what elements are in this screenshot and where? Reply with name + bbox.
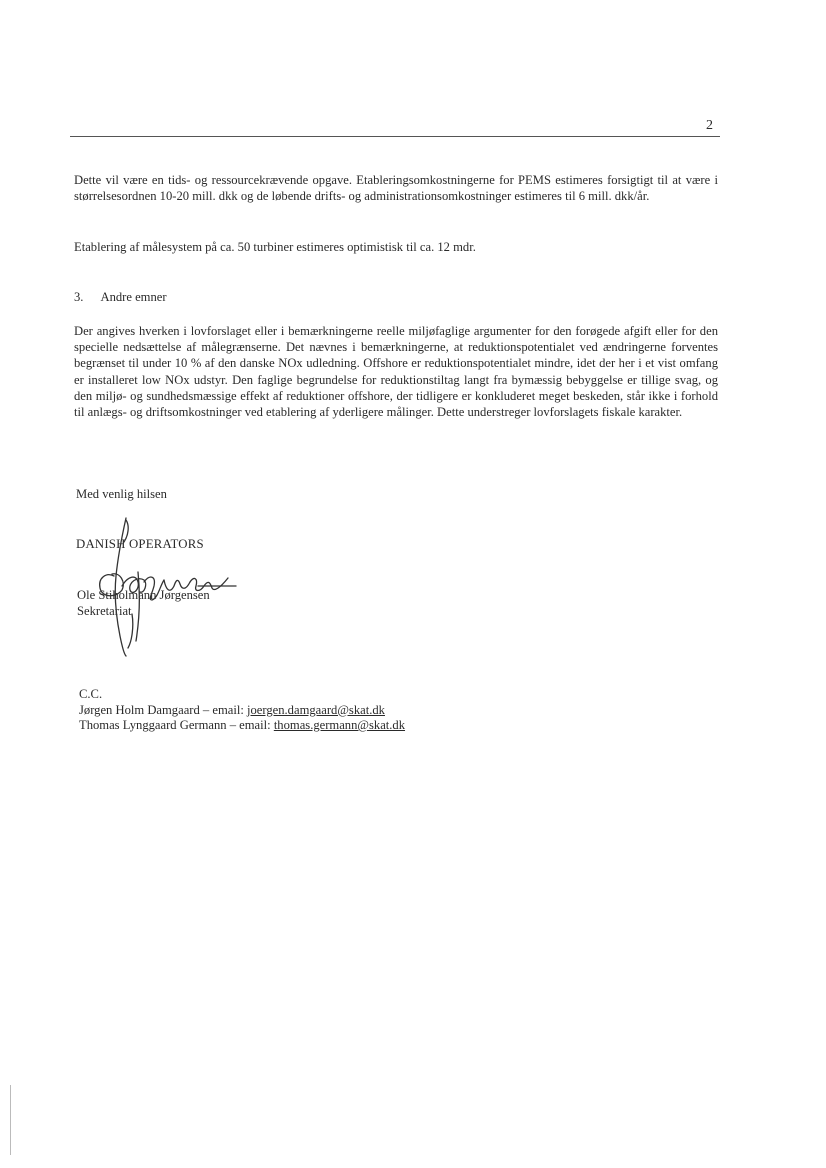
scan-artifact-line [10, 1085, 11, 1155]
cc-recipient [79, 703, 405, 719]
cc-label: C.C. [79, 687, 103, 701]
cc-recipient [79, 718, 405, 734]
header-rule [70, 136, 720, 137]
company-name: DANISH OPERATORS [76, 537, 204, 551]
paragraph-other-topics: Der angives hverken i lovforslaget eller i bemærkningerne reelle miljøfaglige argumenter for den forøgede afgift eller for den specielle nedsættelse af målegrænserne. Det nævnes i bemærkningerne, at reduktionspotentialet ved ændringerne forventes begrænset til under 10 % af den danske NOx udledning. Offshore er reduktionspotentialet mindre, idet der her i et vist omfang er installeret low NOx udstyr. Den faglige begrundelse for reduktionstiltag langt fra bymæssig bebyggelse er tillige svag, og den miljø- og sundhedsmæssige effekt af reduktioner offshore, der tidligere er konkluderet meget beskeden, står ikke i forhold til anlægs- og driftsomkostninger ved etablering af yderligere målinger. Dette understreger lovforslagets fiskale karakter. [74, 324, 718, 420]
handwritten-signature [86, 516, 246, 658]
signer-role: Sekretariat [77, 604, 132, 618]
page-number: 2 [706, 118, 713, 133]
cc-recipient-name: Thomas Lynggaard Germann – email: [79, 718, 274, 732]
paragraph-cost-estimate: Dette vil være en tids- og ressourcekrævende opgave. Etableringsomkostningerne for PEMS estimeres forsigtigt til at være i størrelsesordnen 10-20 mill. dkk og de løbende drifts- og administrationsomkostninger estimeres til 6 mill. dkk/år. [74, 173, 718, 204]
section-title: Andre emner [100, 290, 167, 304]
cc-recipient-name: Jørgen Holm Damgaard – email: [79, 702, 247, 717]
cc-block [79, 687, 405, 734]
signer-name: Ole Stiholmann Jørgensen [77, 588, 210, 602]
section-heading [74, 290, 167, 305]
email-link[interactable]: joergen.damgaard@skat.dk [247, 702, 385, 717]
closing-greeting: Med venlig hilsen [76, 487, 167, 501]
email-link[interactable]: thomas.germann@skat.dk [273, 718, 406, 732]
paragraph-timeline: Etablering af målesystem på ca. 50 turbiner estimeres optimistisk til ca. 12 mdr. [74, 240, 476, 254]
section-number: 3. [74, 290, 84, 304]
